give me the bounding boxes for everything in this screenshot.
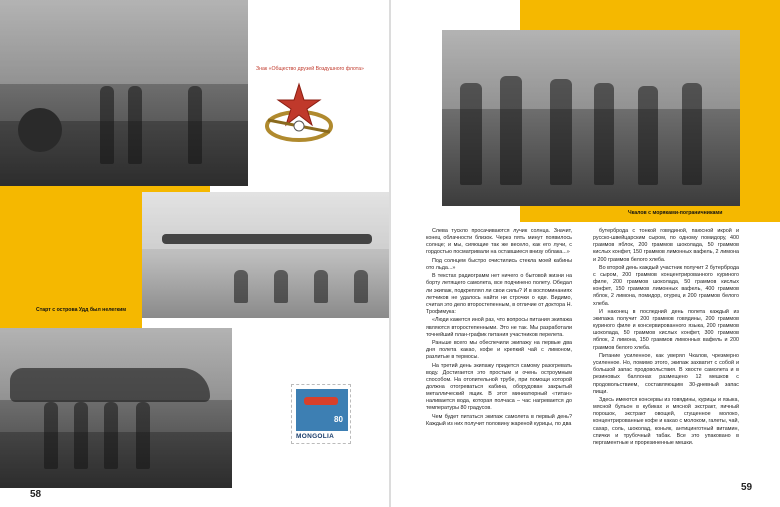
photo-plane-crew xyxy=(0,328,232,488)
stamp-country: MONGOLIA xyxy=(296,433,335,440)
stamp-plane xyxy=(304,397,338,405)
col1-paragraph: «Люди кажется иной раз, что вопросы питания экипажа являются второстепенными. Это не так. Мы разработали точнейший план-график питания участников перелета. xyxy=(426,317,572,338)
plane-silhouette xyxy=(162,234,372,244)
col2-paragraph: Питание усиленное, как уверял Чкалов, чрезмерно усиленное. Но, помимо этого, экипаж захватит с собой и большой запас продовольствия. В хвосте самолета и в резиновых баллонах размещено 12 мешков с продовольствием, составляющим 30-дневный запас пищи. xyxy=(593,353,739,395)
stamp-value: 80 xyxy=(334,415,343,424)
page-number-right: 59 xyxy=(741,482,753,493)
yellow-strip-left-mid xyxy=(0,190,142,340)
text-column-2 xyxy=(593,228,739,448)
col1-paragraph: Раньше всего мы обеспечили экипажу на первые два дня полета какао, кофе и крепкий чай с лимоном, разлитые в термосы. xyxy=(426,340,572,361)
col1-paragraph: Чем будет питаться экипаж самолета в первый день? Каждый из них получит половину жареной курицы, по два xyxy=(426,413,572,428)
col2-paragraph: Во второй день каждый участник получит 2 бутерброда с сыром, 200 граммов концентрированного куриного филе, 200 граммов шоколада, 50 граммов кислых конфет, 150 граммов лимонных вафель, 400 граммов яблок, 2 лимона, помидор, огурец и 200 граммов белого хлеба. xyxy=(593,264,739,307)
badge-emblem xyxy=(262,80,336,150)
photo-landing-gear xyxy=(0,0,248,186)
col2-paragraph: И наконец в последний день полета каждый из экипажа получит 200 граммов говядины, 200 граммов куриного филе и консервированного языка, 200 граммов шоколада, 50 граммов кислых конфет, 300 граммов яблок, 2 лимона, 150 граммов лимонных вафель и 200 граммов белого хлеба. xyxy=(593,308,739,351)
text-column-1 xyxy=(426,228,572,429)
wheel-shape xyxy=(18,108,62,152)
plane-body xyxy=(10,368,210,402)
col2-paragraph: Здесь имеются консервы из говядины, курицы и языка, мясной бульон в кубиках и мясной экстракт, яичный порошок, экстракт овощей, сгущенное молоко, концентрированные кофе и какао с молоком, галеты, чай, сахар, соль, шоколад, коньяк, антицинготный витамин, спички и трубочный табак. Все это упаковано в пергаментные и прорезиненные мешки. xyxy=(593,397,739,446)
col1-paragraph: Под солнцем быстро очистились стекла моей кабины ото льда...» xyxy=(426,257,572,271)
col1-paragraph: На третий день экипажу придется самому разогревать воду. Достигается это простым и очень остроумным способом. На отопительной трубе, при помощи которой должна отогреваться кабина, оборудован закрытый металлический ящик. В этот миниатюрный «титан» наливается вода, которая полчаса – час нагревается до температуры 80 градусов. xyxy=(426,362,572,412)
col1-paragraph: Слева тускло просачиваются лучик солнца. Значит, конец облачности близок. Через пять минут появилось солнце; и мы, сияющие так же весело, как его лучи, с гордостью посматривали на оставшиеся внизу облака...» xyxy=(426,228,572,256)
photo-plane-on-field xyxy=(142,192,390,318)
col1-paragraph: В текстах радиограмм нет ничего о бытовой жизни на борту летящего самолета, все подчинено полету. Обедал ли экипаж, подкреплял ли свои силы? И в воспоминаниях летчиков не удалось найти ни строчки о еде. Видимо, считая это дело второстепенным, в отличие от доктора Н. Трофимука: xyxy=(426,273,572,315)
stamp xyxy=(291,384,351,444)
col2-paragraph: бутерброда с тонкой говядиной, паюсной икрой и русско-швейцарским сыром, по одному помидору, 400 граммов яблок, 200 граммов шоколада, 50 граммов кислых конфет, 150 граммов лимонных вафель, 2 лимона и 200 граммов белого хлеба. xyxy=(593,228,739,263)
photo-border-guards xyxy=(442,30,740,206)
stamp-image xyxy=(296,389,348,431)
caption-border-guards: Чкалов с моряками-пограничниками xyxy=(628,210,723,216)
caption-island-start: Старт с острова Удд был нелегким xyxy=(36,307,127,313)
page-gutter xyxy=(389,0,391,507)
page-number-left: 58 xyxy=(30,489,42,500)
caption-badge: Знак «Общество друзей Воздушного флота» xyxy=(256,66,364,72)
